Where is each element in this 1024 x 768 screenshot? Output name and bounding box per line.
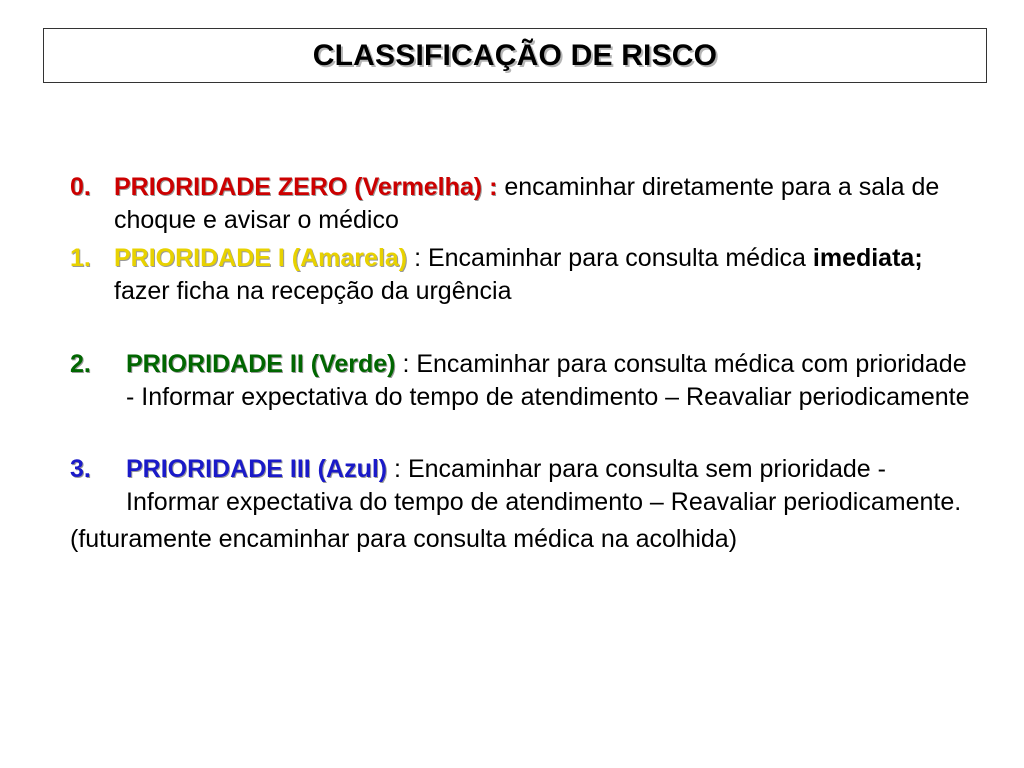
item-body bbox=[114, 242, 980, 308]
priority-item-one bbox=[70, 242, 980, 308]
priority-item-three bbox=[70, 453, 980, 519]
item-body bbox=[114, 171, 980, 237]
slide-title: CLASSIFICAÇÃO DE RISCO bbox=[312, 38, 718, 72]
priority-item-zero bbox=[70, 171, 980, 237]
footer-note: (futuramente encaminhar para consulta médica na acolhida) bbox=[70, 525, 738, 553]
priority-label-blue: PRIORIDADE III (Azul) bbox=[126, 455, 388, 483]
priority-label-yellow: PRIORIDADE I (Amarela) bbox=[114, 244, 408, 272]
item-number: 1. bbox=[70, 244, 91, 272]
item-number: 2. bbox=[70, 350, 91, 378]
item-body bbox=[126, 348, 980, 414]
item-description: : Encaminhar para consulta médica bbox=[407, 244, 813, 272]
item-description-end: fazer ficha na recepção da urgência bbox=[114, 277, 512, 305]
priority-list bbox=[70, 171, 980, 556]
item-number: 0. bbox=[70, 173, 91, 201]
priority-label-red: PRIORIDADE ZERO (Vermelha) : bbox=[114, 173, 498, 201]
item-body bbox=[126, 453, 980, 519]
priority-label-green: PRIORIDADE II (Verde) bbox=[126, 350, 396, 378]
item-number: 3. bbox=[70, 455, 91, 483]
title-box bbox=[43, 28, 987, 83]
item-description: : Encaminhar para consulta sem prioridade - Informar expectativa do tempo de atendimento – Reavaliar periodicamente. bbox=[126, 455, 962, 516]
item-emphasis: imediata; bbox=[812, 244, 923, 272]
item-description: encaminhar diretamente para a sala de choque e avisar o médico bbox=[114, 173, 940, 234]
item-description: : Encaminhar para consulta médica com prioridade - Informar expectativa do tempo de atendimento – Reavaliar periodicamente bbox=[126, 350, 970, 411]
priority-item-two bbox=[70, 348, 980, 414]
